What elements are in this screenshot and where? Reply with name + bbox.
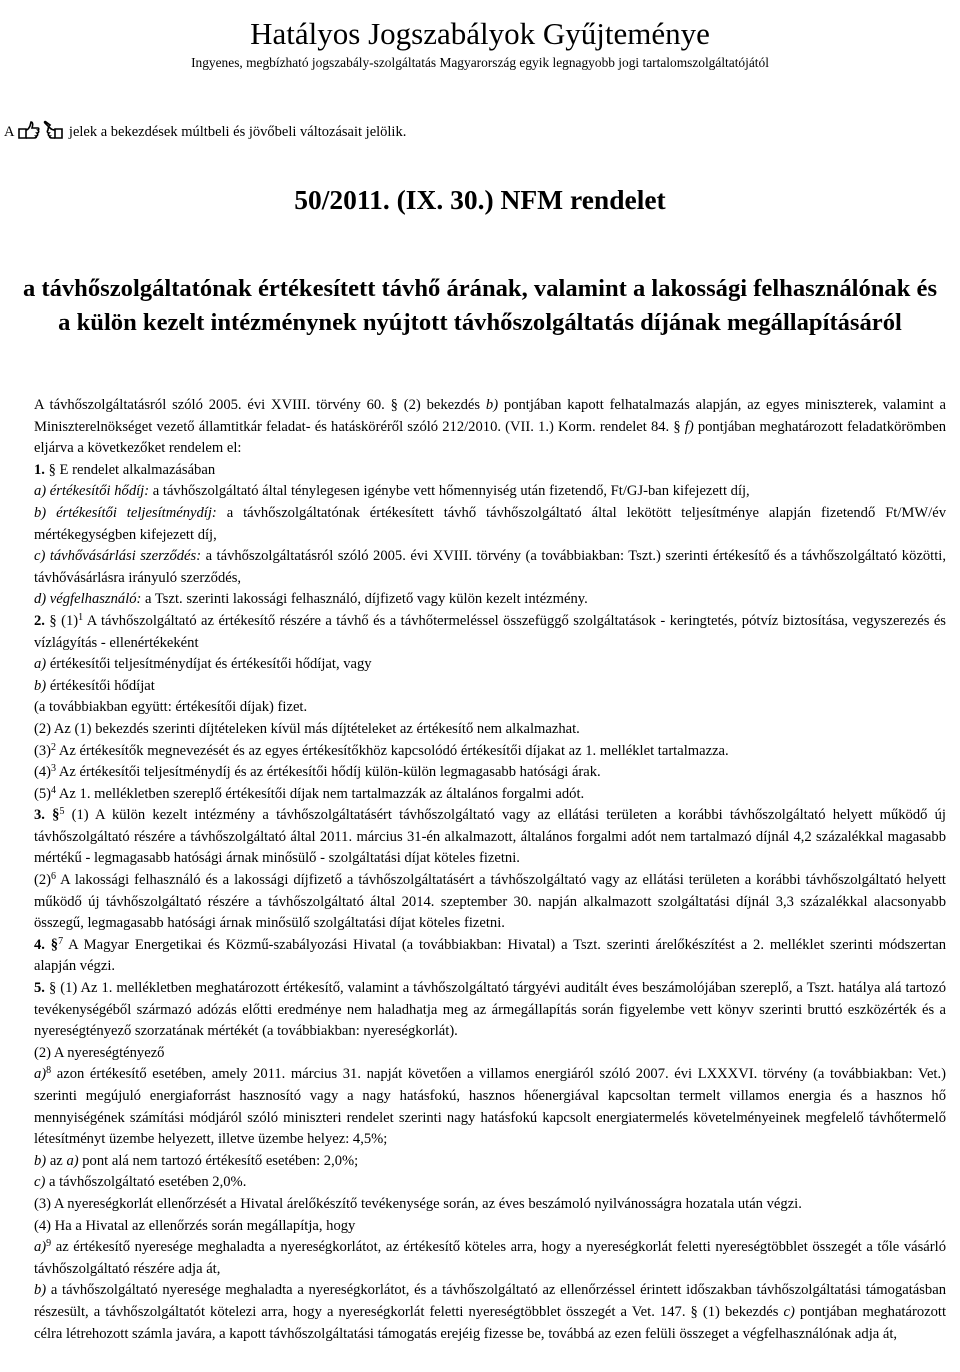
section-3-para-2: $(2)^6$ A lakossági felhasználó és a lakossági díjfizető a távhőszolgáltatásért a távhőszolgáltató vagy az ellátási területen a korábbi távhőszolgáltató helyett működő új távhőszolgáltató részére a távhőszolgáltató által 2014. szeptember 30. napján alkalmazott szolgáltatási díjnál 3,3 százalékkal alacsonyabb összegű, legmagasabb hatósági árnak minősülő szolgáltatási díjat köteles fizetni. xyxy=(34,871,946,932)
footnote-ref[interactable]: 8 xyxy=(46,1065,52,1077)
preamble: A távhőszolgáltatásról szóló 2005. évi XVIII. törvény 60. § (2) bekezdés b) pontjában kapott felhatalmazás alapján, az egyes miniszterek, valamint a Miniszterelnökséget vezető államtitkár feladat- és hatásköréről szóló 212/2010. (VII. 1.) Korm. rendelet 84. § f) pontjában meghatározott feladatkörömben eljárva a következőket rendelem el: xyxy=(34,397,946,457)
footnote-ref[interactable]: 4 xyxy=(51,784,57,796)
section-5-item-c: c) a távhőszolgáltató esetében 2,0%. xyxy=(34,1174,247,1191)
section-2-after: (a továbbiakban együtt: értékesítői díjak) fizet. xyxy=(34,699,308,716)
section-2-para-5: $(5)^4$ Az 1. mellékletben szereplő értékesítői díjak nem tartalmazzák az általános forgalmi adót. xyxy=(34,784,585,802)
section-5-para-4: (4) Ha a Hivatal az ellenőrzés során megállapítja, hogy xyxy=(34,1217,356,1234)
definition-c: c) távhővásárlási szerződés: a távhőszolgáltatásról szóló 2005. évi XVIII. törvény (a továbbiakban: Tszt.) szerinti értékesítő és a távhőszolgáltató közötti, távhővásárlásra irányuló szerződés, xyxy=(34,548,946,586)
section-5-para-3: (3) A nyereségkorlát ellenőrzését a Hivatal árelőkészítő tevékenysége során, az éves beszámoló nyilvánosságra hozatala után végzi. xyxy=(34,1195,802,1212)
section-3-para-1: 3. §$^5$ (1) A külön kezelt intézmény a távhőszolgáltatásért távhőszolgáltató vagy az ellátási területen a korábbi távhőszolgáltató helyett működő új távhőszolgáltató részére a távhőszolgáltató által 2011. március 31-én alkalmazott, általános forgalmi adót nem tartalmazó díjnál 4,2 százalékkal magasabb mértékű - legmagasabb hatósági árnak minősülő - szolgáltatási díjat köteles fizetni. xyxy=(34,806,946,867)
section-4: 4. §$^7$ A Magyar Energetikai és Közmű-szabályozási Hivatal (a továbbiakban: Hivatal) a Tszt. szerinti árelőkészítést a 2. melléklet szerinti módszertan alapján végzi. xyxy=(34,935,946,975)
section-2-item-a: a) értékesítői teljesítménydíjat és értékesítői hődíjat, vagy xyxy=(34,656,372,673)
section-5-item-b: b) az a) pont alá nem tartozó értékesítő esetében: 2,0%; xyxy=(34,1152,359,1169)
legend-prefix: A xyxy=(4,124,14,140)
change-legend xyxy=(4,120,406,146)
section-5-para-1: 5. § (1) Az 1. mellékletben meghatározott értékesítő, valamint a távhőszolgáltató tárgyévi auditált éves beszámolójában szereplő, a Tszt. hatálya alá tartozó tevékenységéből származó adózás előtti eredménye nem haladhatja meg az ármegállapítás során figyelembe vett könyv szerinti bruttó eszközérték és a nyereségtényező szorzatának mértékét (a továbbiakban: nyereségkorlát). xyxy=(34,980,946,1040)
definition-a: a) értékesítői hődíj: a távhőszolgáltató által ténylegesen igénybe vett hőmennyiség után fizetendő, Ft/GJ-ban kifejezett díj, xyxy=(34,483,750,500)
section-2-para-4: $(4)^3$ Az értékesítői teljesítménydíj és az értékesítői hődíj külön-külön legmagasabb hatósági árak. xyxy=(34,763,601,781)
footnote-ref[interactable]: 7 xyxy=(58,935,64,947)
footnote-ref[interactable]: 3 xyxy=(51,763,57,775)
document-body xyxy=(34,395,946,1345)
section-5-para-4-item-a: a)$^9$ az értékesítő nyeresége meghaladta a nyereségkorlátot, az értékesítő köteles arra, hogy a nyereségkorlát feletti nyereségtöbblet összegét a tőle vásárló távhőszolgáltató részére adja át, xyxy=(34,1238,946,1277)
footnote-ref[interactable]: 5 xyxy=(59,806,65,818)
section-5-para-2: (2) A nyereségtényező xyxy=(34,1044,165,1061)
footnote-ref[interactable]: 6 xyxy=(51,871,57,883)
document-number: 50/2011. (IX. 30.) NFM rendelet xyxy=(294,184,666,215)
footnote-ref[interactable]: 2 xyxy=(51,741,57,753)
section-2-para-1: 2. § $(1)^1$ A távhőszolgáltató az értékesítő részére a távhő és a távhőtermeléssel összefüggő szolgáltatások - keringtetés, pótvíz biztosítása, vegyszerezés és vízlágyítás - ellenértékeként xyxy=(34,611,946,651)
definition-d: d) végfelhasználó: a Tszt. szerinti lakossági felhasználó, díjfizető vagy külön kezelt intézmény. xyxy=(34,591,588,608)
future-changes-hand-icon xyxy=(42,120,64,146)
section-2-para-3: $(3)^2$ Az értékesítők megnevezését és az egyes értékesítőkhöz kapcsolódó értékesítői díjakat az 1. melléklet tartalmazza. xyxy=(34,741,729,759)
section-5-para-4-item-b: b) a távhőszolgáltató nyeresége meghaladta a nyereségkorlátot, és a távhőszolgáltató az ellenőrzéssel érintett időszakban távhőszolgáltatási támogatásban részesült, a távhőszolgáltatót kötelezi arra, hogy a nyereségkorlát feletti nyereségtöbblet összegét a Vet. 147. § (1) bekezdés c) pontjában meghatározott célra létrehozott számla javára, a kapott távhőszolgáltatási támogatás erejéig fizesse be, továbbá az ezen felüli összeget a végfelhasználónak adja át, xyxy=(34,1282,947,1342)
definition-b: b) értékesítői teljesítménydíj: a távhőszolgáltatónak értékesített távhő távhőszolgáltató által lekötött teljesítménye alapján fizetendő Ft/MW/év mértékegységben kifejezett díj, xyxy=(34,504,946,543)
footnote-ref[interactable]: 1 xyxy=(78,611,84,623)
section-1-intro: 1. § E rendelet alkalmazásában xyxy=(34,461,216,478)
section-2-item-b: b) értékesítői hődíjat xyxy=(34,677,155,694)
site-title: Hatályos Jogszabályok Gyűjteménye xyxy=(250,16,710,51)
past-changes-hand-icon xyxy=(18,120,40,146)
site-header xyxy=(0,0,960,72)
footnote-ref[interactable]: 9 xyxy=(46,1238,52,1250)
document-title: a távhőszolgáltatónak értékesített távhő árának, valamint a lakossági felhasználónak és a külön kezelt intézménynek nyújtott távhőszolgáltatás díjának megállapításáról xyxy=(22,275,938,336)
legend-text: jelek a bekezdések múltbeli és jövőbeli változásait jelölik. xyxy=(68,124,407,140)
section-5-item-a: a)$^8$ azon értékesítő esetében, amely 2011. március 31. napját követően a villamos energiáról szóló 2007. évi LXXXVI. törvény (a továbbiakban: Vet.) szerinti megújuló energiaforrást hasznosító vagy a nagy hatásfokú, hasznos hőenergiával kapcsoltan termelt villamos energia és a hasznos hő mennyiségének számítási módjáról szóló miniszteri rendelet szerinti nagy hatásfokú kapcsolt energiatermelés követelményeinek megfelelő távhőtermelő létesítményt üzembe helyezett, illetve üzembe helyez: 4,5%; xyxy=(34,1065,946,1148)
section-2-para-2: (2) Az (1) bekezdés szerinti díjtételeken kívül más díjtételeket az értékesítő nem alkalmazhat. xyxy=(34,720,580,737)
site-subtitle: Ingyenes, megbízható jogszabály-szolgáltatás Magyarország egyik legnagyobb jogi tartalomszolgáltatójától xyxy=(191,55,769,70)
